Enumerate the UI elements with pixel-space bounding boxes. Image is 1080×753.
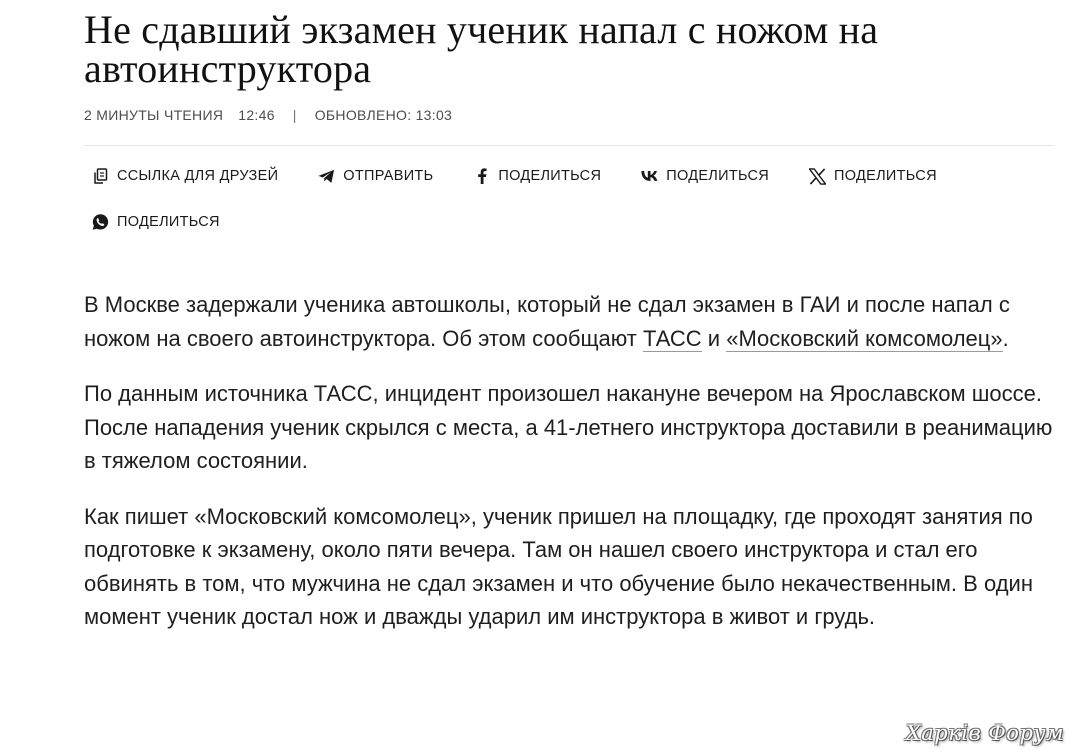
paragraph-1-conjunction: и xyxy=(701,325,727,351)
article-meta xyxy=(84,107,1054,123)
x-icon xyxy=(809,168,826,185)
x-share-label: ПОДЕЛИТЬСЯ xyxy=(834,168,937,184)
watermark: Харків Форум xyxy=(905,721,1064,745)
paragraph-1-text: В Москве задержали ученика автошколы, который не сдал экзамен в ГАИ и после напал с ножом на своего автоинструктора. Об этом сообщают xyxy=(84,292,1010,351)
tass-link[interactable]: ТАСС xyxy=(643,325,702,351)
telegram-share-button[interactable] xyxy=(310,160,441,192)
reading-time: 2 МИНУТЫ ЧТЕНИЯ xyxy=(84,107,224,123)
x-share-button[interactable] xyxy=(801,160,945,192)
share-link-label: ССЫЛКА ДЛЯ ДРУЗЕЙ xyxy=(117,168,279,184)
facebook-share-label: ПОДЕЛИТЬСЯ xyxy=(498,168,602,184)
vk-share-label: ПОДЕЛИТЬСЯ xyxy=(666,168,770,184)
copy-link-icon xyxy=(92,168,109,185)
paragraph-1 xyxy=(84,288,1054,355)
updated-time: ОБНОВЛЕНО: 13:03 xyxy=(314,107,453,123)
paragraph-1-end: . xyxy=(1002,325,1009,351)
facebook-icon xyxy=(473,168,490,185)
article-headline: Не сдавший экзамен ученик напал с ножом на автоинструктора xyxy=(84,7,879,91)
whatsapp-share-label: ПОДЕЛИТЬСЯ xyxy=(117,214,220,230)
paragraph-2: По данным источника ТАСС, инцидент произошел накануне вечером на Ярославском шоссе. После нападения ученик скрылся с места, а 41-летнего инструктора доставили в реанимацию в тяжелом состоянии. xyxy=(84,381,1053,473)
share-bar xyxy=(84,160,1024,252)
facebook-share-button[interactable] xyxy=(465,160,609,192)
telegram-icon xyxy=(318,168,335,185)
telegram-share-label: ОТПРАВИТЬ xyxy=(343,168,434,184)
vk-icon xyxy=(641,168,658,185)
whatsapp-share-button[interactable] xyxy=(84,206,228,238)
paragraph-3: Как пишет «Московский комсомолец», ученик пришел на площадку, где проходят занятия по подготовке к экзамену, около пяти вечера. Там он нашел своего инструктора и стал его обвинять в том, что мужчина не сдал экзамен и что обучение было некачественным. В один момент ученик достал нож и дважды ударил им инструктора в живот и грудь. xyxy=(84,503,1033,629)
meta-separator: | xyxy=(292,107,297,123)
vk-share-button[interactable] xyxy=(633,160,777,192)
share-link-button[interactable] xyxy=(84,160,286,192)
publish-time: 12:46 xyxy=(238,107,275,123)
divider xyxy=(84,145,1054,146)
article-body xyxy=(84,288,1054,634)
article xyxy=(84,7,1054,656)
whatsapp-icon xyxy=(92,214,109,231)
mk-link[interactable]: «Московский комсомолец» xyxy=(726,325,1003,351)
